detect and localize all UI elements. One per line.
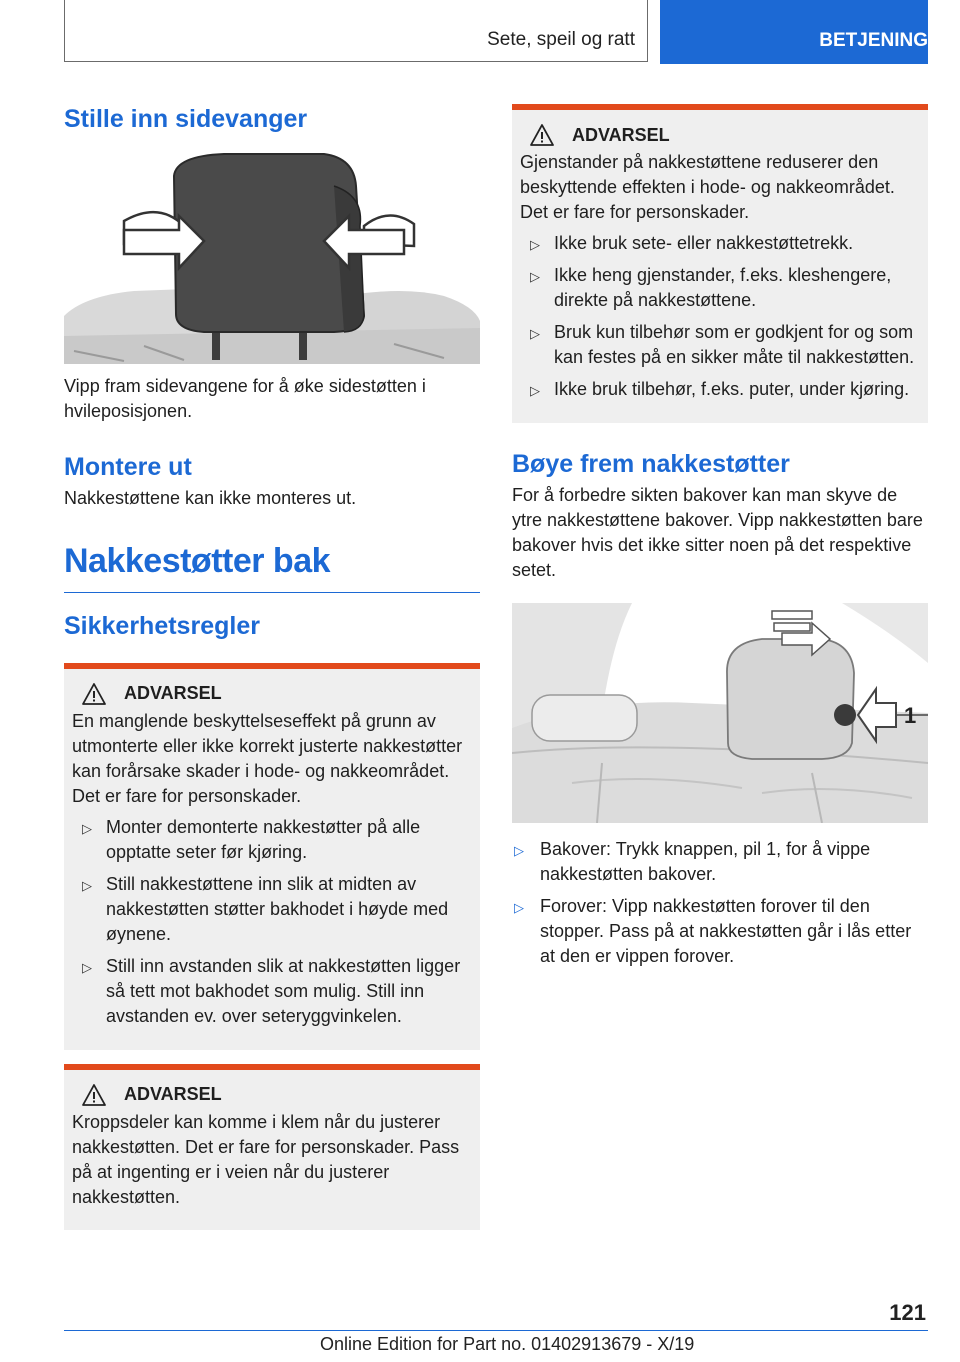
warning-header [72,1084,472,1106]
montere-heading: Montere ut [64,453,192,481]
step-text: Ikke bruk sete- eller nakkestøttetrekk. [554,233,854,253]
step-text: Ikke bruk tilbehør, f.eks. puter, under kjøring. [554,379,910,399]
boye-heading: Bøye frem nakkestøtter [512,450,790,478]
list-item [520,231,920,256]
step-text: Bruk kun tilbehør som er godkjent for og som kan festes på en sikker måte til nakkestøtten. [554,322,915,367]
regler-heading: Sikkerhetsregler [64,611,260,640]
footer-rule [64,1330,928,1331]
sidevanger-caption: Vipp fram sidevangene for å øke sidestøtten i hvileposisjonen. [64,376,426,421]
list-item [72,815,472,865]
list-item [520,377,920,402]
list-item [72,872,472,947]
warning-text: Kroppsdeler kan komme i klem når du justerer nakkestøtten. Det er fare for personskader. Pass på at ingenting er i veien når du justerer nakkestøtten. [72,1111,460,1207]
warning-header [520,124,920,146]
warning-triangle-icon [82,1084,106,1106]
headrest-wings-illustration [64,146,480,364]
step-marker-icon: ▷ [82,877,92,893]
list-item [512,894,928,969]
headrest-tilt-illustration [512,603,928,823]
section-label: BETJENING [819,30,928,51]
step-text: Still nakkestøttene inn slik at midten av nakkestøtten støtter bakhodet i høyde med øynene. [106,873,449,944]
warning-box-3 [512,104,928,423]
warning-steps [72,815,472,1029]
warning-triangle-icon [82,683,106,705]
warning-label: ADVARSEL [124,1084,222,1105]
list-item [520,263,920,313]
step-marker-icon: ▷ [530,383,540,398]
right-column [512,100,928,976]
step-text: Bakover: Trykk knappen, pil 1, for å vippe nakkestøtten bakover. [540,839,871,884]
warning-text: Gjenstander på nakkestøttene reduserer den beskyttende effekten i hode- og nakkeområdet. Det er fare for personskader. [520,152,895,222]
step-text: Forover: Vipp nakkestøtten forover til den stopper. Pass på at nakkestøtten går i lås etter at den er vippen forover. [540,896,912,966]
sidevanger-heading: Stille inn sidevanger [64,105,308,133]
step-marker-icon: ▷ [530,237,540,252]
step-marker-icon: ▷ [530,269,540,284]
step-text: Ikke heng gjenstander, f.eks. kleshengere, direkte på nakkestøttene. [554,265,892,310]
main-heading-rule [64,592,480,593]
headrest-wings-figure [64,146,480,364]
warning-box-1 [64,663,480,1050]
step-marker-icon: ▷ [514,843,524,858]
step-marker-icon: ▷ [82,959,92,975]
list-item [512,837,928,887]
main-heading: Nakkestøtter bak [64,542,331,580]
page-header [64,0,928,64]
headrest-tilt-figure [512,603,928,823]
page-number: 121 [889,1300,926,1325]
step-text: Monter demonterte nakkestøtter på alle opptatte seter før kjøring. [106,816,421,862]
montere-text: Nakkestøttene kan ikke monteres ut. [64,488,357,508]
step-marker-icon: ▷ [82,820,92,836]
callout-number: 1 [904,703,917,728]
step-text: Still inn avstanden slik at nakkestøtten ligger så tett mot bakhodet som mulig. Still inn avstanden ev. over seteryggvinkelen. [106,955,461,1026]
warning-box-2 [64,1064,480,1230]
chapter-title: Sete, speil og ratt [487,29,635,50]
warning-label: ADVARSEL [572,124,670,145]
warning-triangle-icon [530,124,554,146]
chapter-box [64,0,648,62]
warning-steps [520,231,920,402]
section-tab [660,0,928,64]
warning-header [72,683,472,705]
boye-steps [512,837,928,969]
boye-text: For å forbedre sikten bakover kan man skyve de ytre nakkestøttene bakover. Vipp nakkestøtten bare bakover hvis det ikke sitter noen på det respektive setet. [512,485,923,580]
warning-text: En manglende beskyttelseseffekt på grunn av utmonterte eller ikke korrekt justerte nakkestøtter kan forårsake skader i hode- og nakkeområdet. Det er fare for personskader. [72,710,463,806]
edition-text: Online Edition for Part no. 01402913679 - X/19 [320,1334,695,1354]
step-marker-icon: ▷ [514,900,524,915]
list-item [520,320,920,370]
warning-label: ADVARSEL [124,683,222,704]
left-column [64,100,480,1230]
list-item [72,954,472,1029]
step-marker-icon: ▷ [530,326,540,341]
